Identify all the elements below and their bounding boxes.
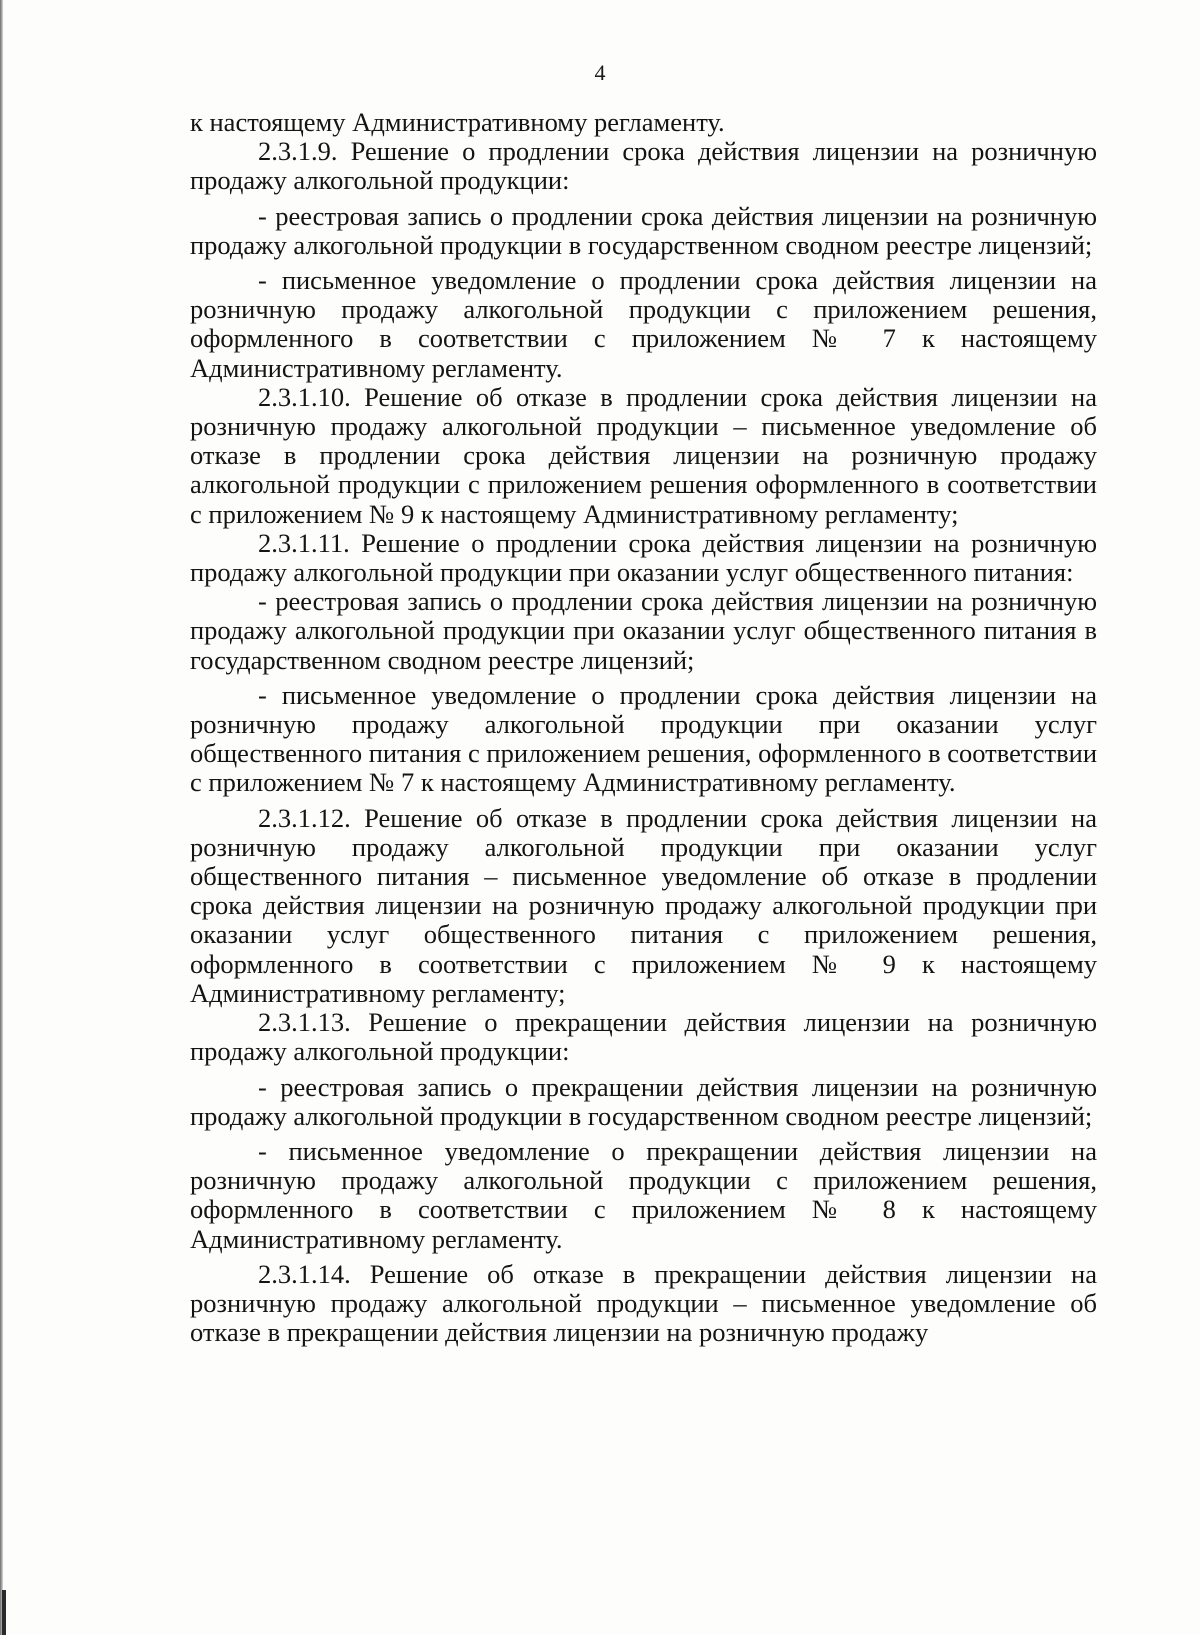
paragraph-written-notice: - письменное уведомление о продлении срока действия лицензии на розничную продажу алкогольной продукции с приложением решения, оформленного в соответствии с приложением № 7 к настоящему Административному регламенту. xyxy=(190,265,1097,383)
paragraph-2-3-1-12: 2.3.1.12. Решение об отказе в продлении срока действия лицензии на розничную продажу алкогольной продукции при оказании услуг общественного питания – письменное уведомление об отказе в продлении срока действия лицензии на розничную продажу алкогольной продукции при оказании услуг общественного питания с приложением решения, оформленного в соответствии с приложением № 9 к настоящему Административному регламенту; xyxy=(190,802,1097,1008)
paragraph-2-3-1-10: 2.3.1.10. Решение об отказе в продлении срока действия лицензии на розничную продажу алкогольной продукции – письменное уведомление об отказе в продлении срока действия лицензии на розничную продажу алкогольной продукции с приложением решения оформленного в соответствии с приложением № 9 к настоящему Административному регламенту; xyxy=(190,381,1097,529)
paragraph-registry-entry: - реестровая запись о прекращении действия лицензии на розничную продажу алкогольной продукции в государственном сводном реестре лицензий; xyxy=(190,1071,1097,1131)
paragraph-2-3-1-11: 2.3.1.11. Решение о продлении срока действия лицензии на розничную продажу алкогольной продукции при оказании услуг общественного питания: xyxy=(190,527,1097,588)
paragraph-continuation: к настоящему Административному регламенту. xyxy=(190,107,725,137)
paragraph-2-3-1-14: 2.3.1.14. Решение об отказе в прекращении действия лицензии на розничную продажу алкогольной продукции – письменное уведомление об отказе в прекращении действия лицензии на розничную продажу xyxy=(190,1258,1097,1348)
scan-edge xyxy=(0,0,3,1635)
paragraph-written-notice: - письменное уведомление о продлении срока действия лицензии на розничную продажу алкогольной продукции при оказании услуг общественного питания с приложением решения, оформленного в соответствии с приложением № 7 к настоящему Административному регламенту. xyxy=(190,679,1097,798)
paragraph-written-notice: - письменное уведомление о прекращении действия лицензии на розничную продажу алкогольной продукции с приложением решения, оформленного в соответствии с приложением № 8 к настоящему Административному регламенту. xyxy=(190,1135,1097,1254)
scan-mark xyxy=(2,1590,6,1635)
paragraph-2-3-1-9: 2.3.1.9. Решение о продлении срока действия лицензии на розничную продажу алкогольной продукции: xyxy=(190,136,1097,196)
paragraph-registry-entry: - реестровая запись о продлении срока действия лицензии на розничную продажу алкогольной продукции в государственном сводном реестре лицензий; xyxy=(190,200,1097,260)
paragraph-2-3-1-13: 2.3.1.13. Решение о прекращении действия лицензии на розничную продажу алкогольной продукции: xyxy=(190,1007,1097,1067)
document-body xyxy=(190,108,1097,1347)
page-number: 4 xyxy=(594,60,606,85)
paragraph-registry-entry: - реестровая запись о продлении срока действия лицензии на розничную продажу алкогольной продукции при оказании услуг общественного питания в государственном сводном реестре лицензий; xyxy=(190,586,1097,675)
